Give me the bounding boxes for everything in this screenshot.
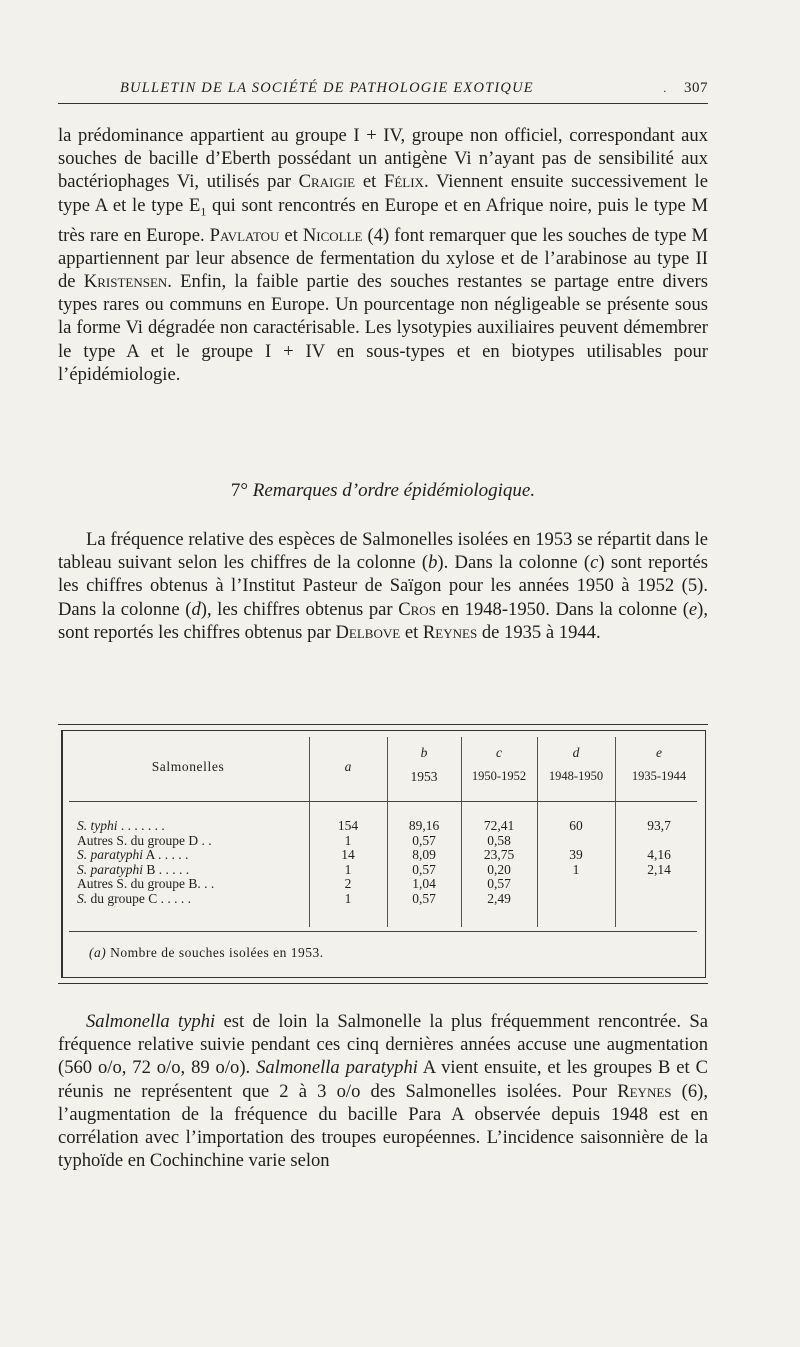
header-rule	[69, 801, 697, 802]
author-name: Félix	[384, 171, 424, 193]
salmonella-table	[58, 724, 708, 984]
col-a-values: 154 1 14 1 2 1	[337, 818, 359, 906]
running-header: BULLETIN DE LA SOCIÉTÉ DE PATHOLOGIE EXOTIQUE · 307	[120, 80, 708, 98]
table-row-label: Autres S. du groupe D . .	[77, 832, 212, 848]
author-name: Pavlatou	[209, 224, 280, 246]
paragraph-2: La fréquence relative des espèces de Salmonelles isolées en 1953 se répartit dans le tableau suivant selon les chiffres de la colonne (b). Dans la colonne (c) sont reportés les chiffres obtenus à l’Institut Pasteur de Saïgon pour les années 1950 à 1952 (5). Dans la colonne (d), les chiffres obtenus par Cros en 1948-1950. Dans la colonne (e), sont reportés les chiffres obtenus par Delbove et Reynes de 1935 à 1944.	[58, 529, 709, 643]
col-header-a: a	[344, 759, 352, 774]
col-header-c-year: 1950-1952	[471, 769, 527, 783]
col-header-c: c	[496, 745, 502, 760]
page-number: 307	[684, 80, 708, 96]
paragraph-3: Salmonella typhi est de loin la Salmonelle la plus fréquemment rencontrée. Sa fréquence relative suivie pendant ces cinq dernières années accuse une augmentation (560 o/o, 72 o/o, 89 o/o). Salmonella paratyphi A vient ensuite, et les groupes B et C réunis ne représentent que 2 à 3 o/o des Salmonelles isolées. Pour Reynes (6), l’augmentation de la fréquence du bacille Para A observée depuis 1948 est en corrélation avec l’importation des troupes européennes. L’incidence saisonnière de la typhoïde en Cochinchine varie selon	[58, 1011, 709, 1172]
col-header-e: e	[656, 745, 662, 760]
author-name: Reynes	[617, 1080, 672, 1102]
table-footnote: (a) Nombre de souches isolées en 1953.	[89, 945, 324, 960]
table-row-label: S. paratyphi A . . . . .	[77, 847, 189, 862]
paragraph-1: la prédominance appartient au groupe I + IV, groupe non officiel, correspondant aux souches de bacille d’Eberth possédant un antigène Vi n’ayant pas de sensibilité aux bactériophages Vi, utilisés par Craigie et Félix. Viennent ensuite successivement le type A et le type $E_1$ qui sont rencontrés en Europe et en Afrique noire, puis le type M très rare en Europe. Pavlatou et Nicolle (4) font remarquer que les souches de type M appartiennent par leur absence de fermentation du xylose et de l’arabinose au type II de Kristensen. Enfin, la faible partie des souches restantes se partage entre divers types rares ou communs en Europe. Un pourcentage non négligeable se présente sous la forme Vi dégradée non caractérisable. Les lysotypies auxiliaires peuvent démembrer le type A et le groupe I + IV en sous-types et en biotypes utilisables pour l’épidémiologie.	[58, 125, 708, 385]
table-row-label: S. du groupe C . . . . .	[77, 890, 191, 906]
col-c-values: 72,41 0,58 23,75 0,20 0,57 2,49	[483, 818, 515, 906]
col-header-b-year: 1953	[410, 769, 438, 784]
section-heading: 7° Remarques d’ordre épidémiologique.	[230, 480, 536, 501]
author-name: Cros	[398, 598, 436, 620]
header-rule	[58, 103, 708, 104]
author-name: Delbove	[335, 621, 401, 643]
col-header-salmonelles: Salmonelles	[151, 759, 225, 774]
footer-rule	[69, 931, 697, 932]
col-header-d: d	[572, 745, 580, 760]
running-title: BULLETIN DE LA SOCIÉTÉ DE PATHOLOGIE EXOTIQUE	[120, 80, 534, 96]
col-header-d-year: 1948-1950	[548, 769, 604, 783]
table-row-label: S. typhi . . . . . . .	[77, 818, 165, 833]
table-row-label: Autres S. du groupe B. . .	[77, 876, 215, 891]
col-e-values: 93,7 4,16 2,14	[647, 818, 671, 877]
author-name: Craigie	[298, 171, 356, 193]
author-name: Reynes	[422, 621, 478, 643]
col-d-values: 60 39 1	[569, 818, 583, 877]
col-header-e-year: 1935-1944	[631, 769, 687, 783]
author-name: Kristensen	[83, 270, 168, 292]
table-frame	[61, 730, 706, 978]
col-header-b: b	[420, 745, 428, 760]
table-row-label: S. paratyphi B . . . . .	[77, 861, 190, 877]
row-labels	[77, 819, 307, 906]
author-name: Nicolle	[302, 224, 363, 246]
col-b-values: 89,16 0,57 8,09 0,57 1,04 0,57	[408, 818, 440, 906]
